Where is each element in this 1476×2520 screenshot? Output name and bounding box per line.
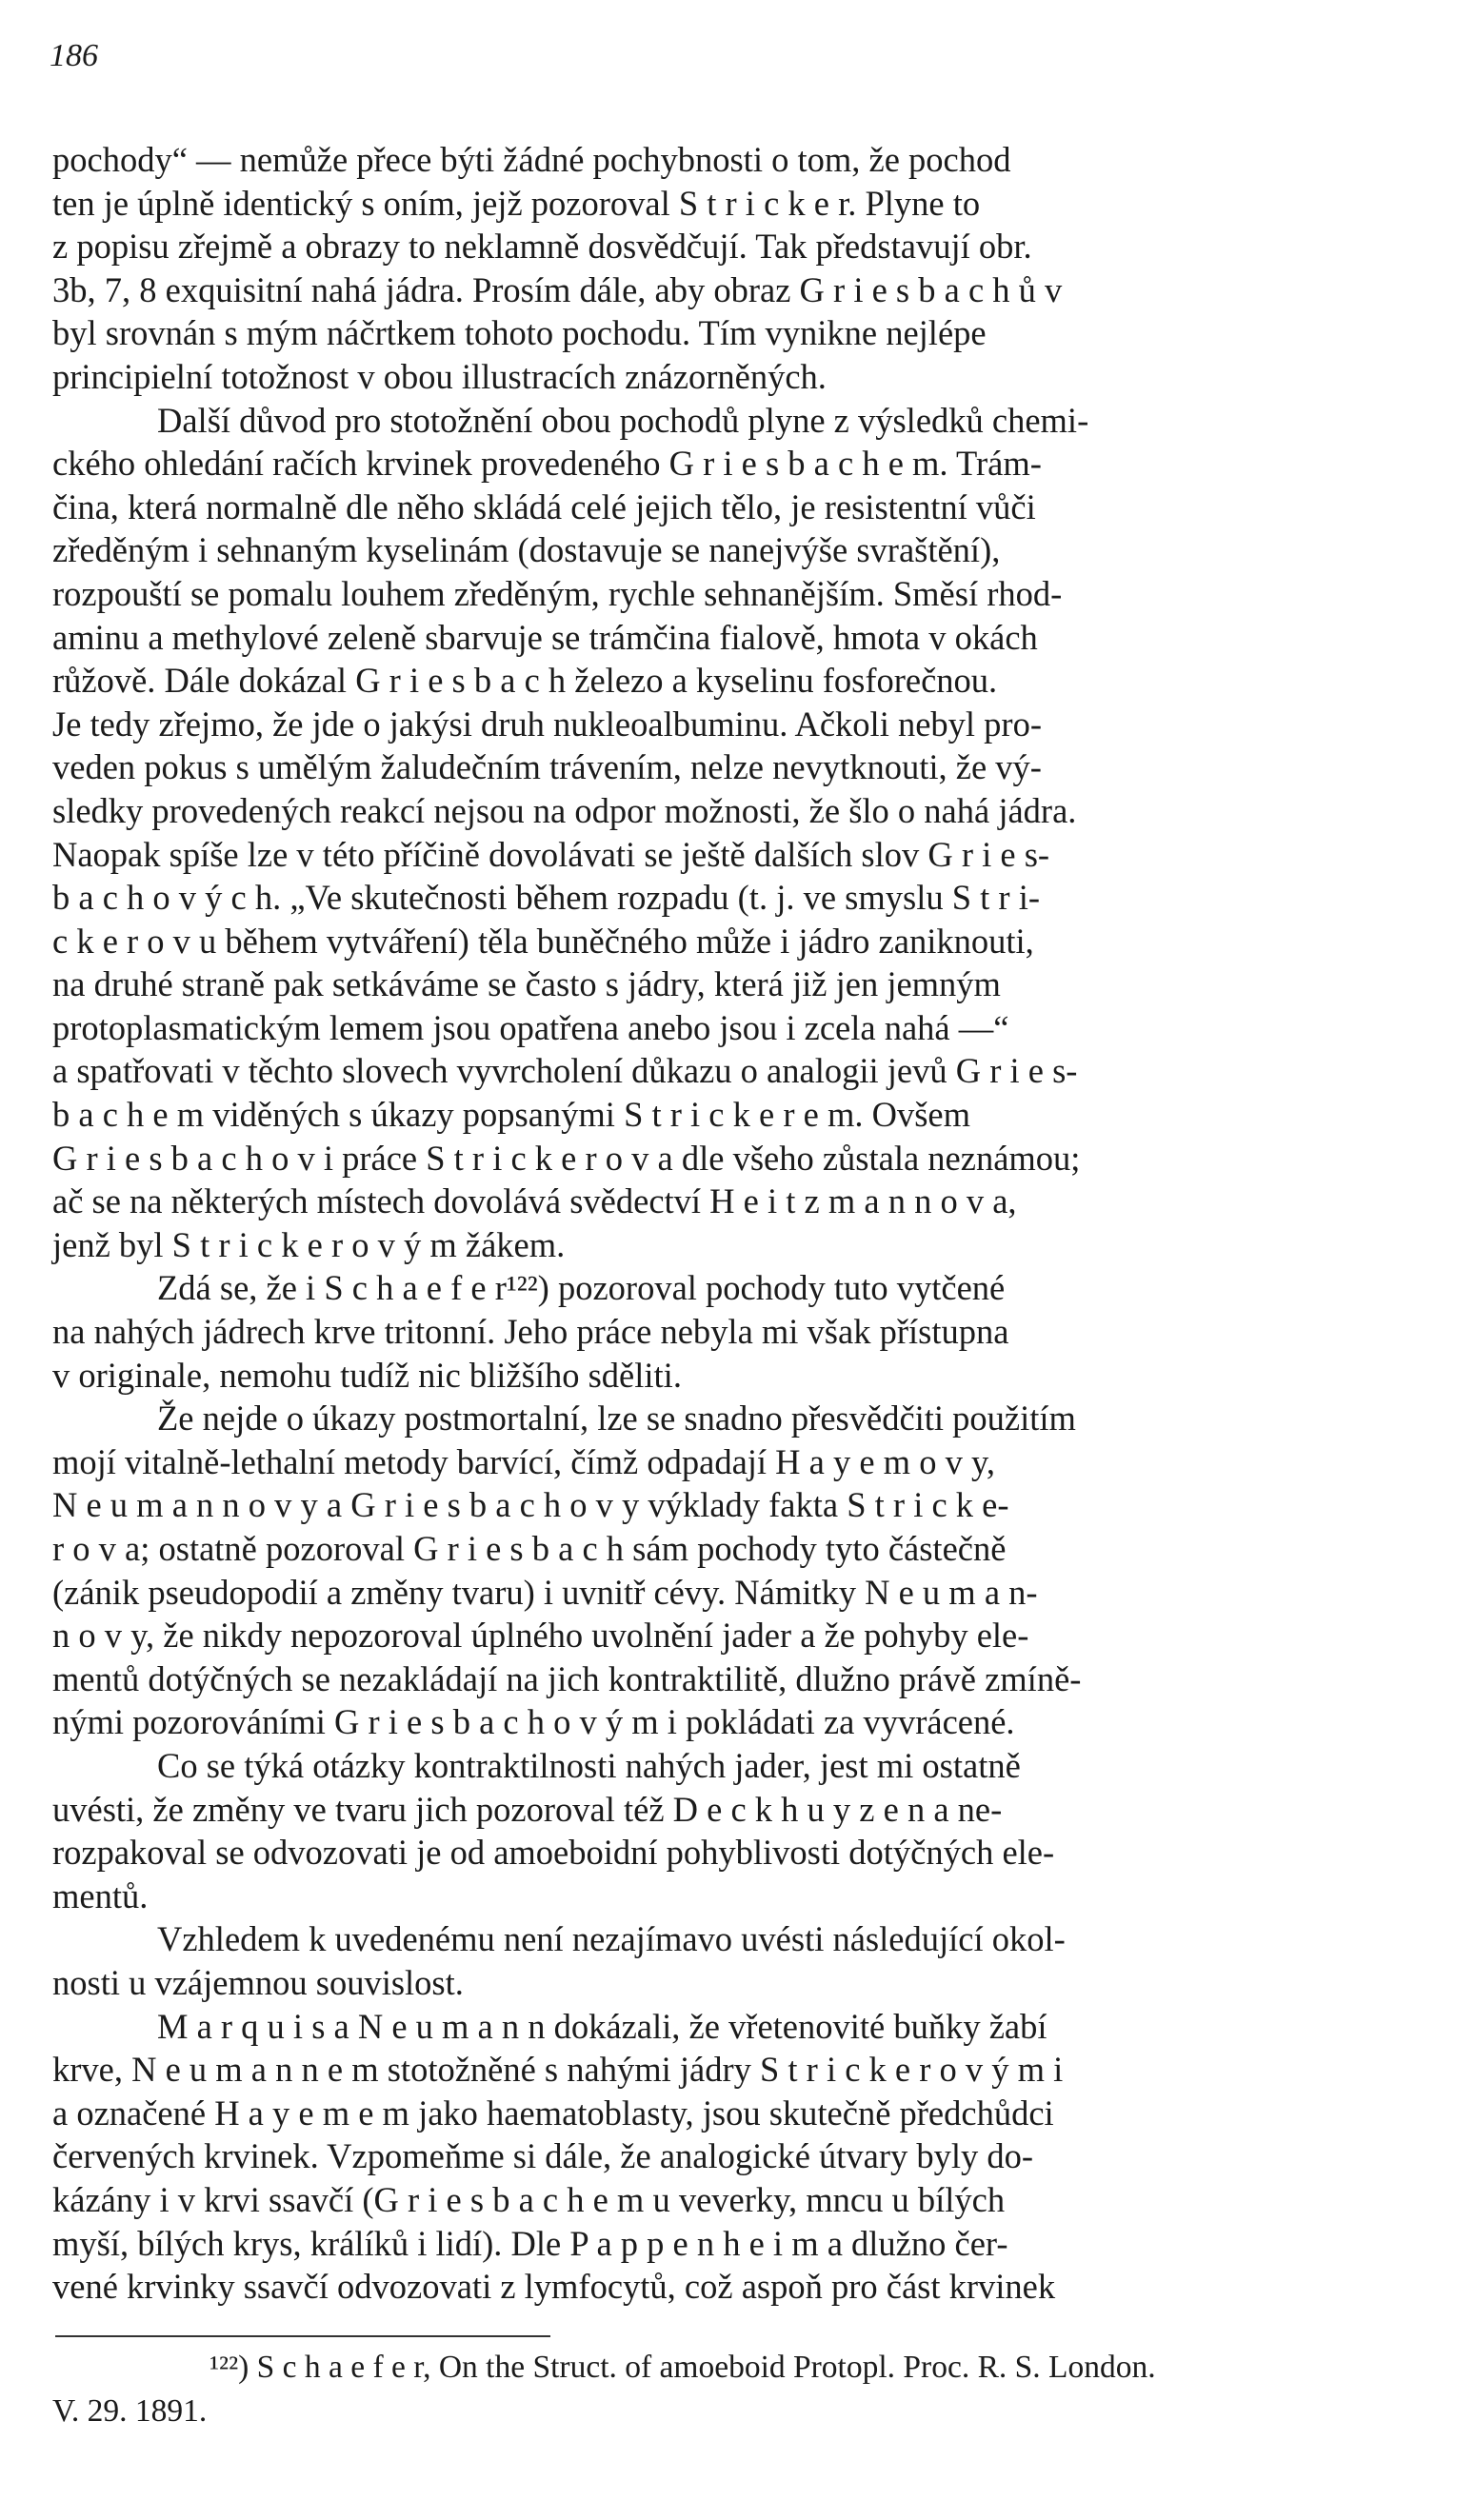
- text-line: mentů dotýčných se nezakládají na jich kontraktilitě, dlužno právě zmíně-: [52, 1658, 1082, 1698]
- text-line: G r i e s b a c h o v i práce S t r i c k e r o v a dle všeho zůstala neznámou;: [52, 1138, 1081, 1178]
- text-line: na nahých jádrech krve tritonní. Jeho práce nebyla mi však přístupna: [52, 1312, 1009, 1352]
- text-line: b a c h e m viděných s úkazy popsanými S t r i c k e r e m. Ovšem: [52, 1095, 970, 1135]
- text-line: pochody“ — nemůže přece býti žádné pochybnosti o tom, že pochod: [52, 140, 1011, 179]
- text-line: b a c h o v ý c h. „Ve skutečnosti během rozpadu (t. j. ve smyslu S t r i-: [52, 878, 1040, 918]
- text-line: z popisu zřejmě a obrazy to neklamně dosvědčují. Tak představují obr.: [52, 227, 1032, 267]
- text-line: aminu a methylové zeleně sbarvuje se trámčina fialově, hmota v okách: [52, 617, 1038, 657]
- text-line: rozpakoval se odvozovati je od amoeboidní pohyblivosti dotýčných ele-: [52, 1833, 1055, 1873]
- text-line: Co se týká otázky kontraktilnosti nahých jader, jest mi ostatně: [157, 1745, 1021, 1785]
- text-line: a spatřovati v těchto slovech vyvrcholení důkazu o analogii jevů G r i e s-: [52, 1051, 1078, 1091]
- text-line: růžově. Dále dokázal G r i e s b a c h železo a kyselinu fosforečnou.: [52, 661, 998, 701]
- page-number: 186: [50, 38, 98, 73]
- text-line: Že nejde o úkazy postmortalní, lze se snadno přesvědčiti použitím: [157, 1399, 1076, 1439]
- text-line: protoplasmatickým lemem jsou opatřena anebo jsou i zcela nahá —“: [52, 1007, 1009, 1047]
- text-line: rozpouští se pomalu louhem zředěným, rychle sehnanějším. Směsí rhod-: [52, 573, 1063, 613]
- text-line: ač se na některých místech dovolává svědectví H e i t z m a n n o v a,: [52, 1181, 1017, 1221]
- text-line: červených krvinek. Vzpomeňme si dále, že analogické útvary byly do-: [52, 2136, 1034, 2176]
- text-line: jenž byl S t r i c k e r o v ý m žákem.: [52, 1224, 566, 1264]
- footnote-divider: [55, 2335, 550, 2337]
- text-line: Zdá se, že i S c h a e f e r¹²²) pozoroval pochody tuto vytčené: [157, 1268, 1006, 1308]
- text-line: byl srovnán s mým náčrtkem tohoto pochodu. Tím vynikne nejlépe: [52, 313, 987, 353]
- text-line: vené krvinky ssavčí odvozovati z lymfocytů, což aspoň pro část krvinek: [52, 2267, 1056, 2307]
- text-line: na druhé straně pak setkáváme se často s jádry, která již jen jemným: [52, 964, 1001, 1004]
- text-line: Další důvod pro stotožnění obou pochodů plyne z výsledků chemi-: [157, 400, 1089, 440]
- text-line: veden pokus s umělým žaludečním trávením, nelze nevytknouti, že vý-: [52, 747, 1042, 787]
- text-line: krve, N e u m a n n e m stotožněné s nahými jádry S t r i c k e r o v ý m i: [52, 2050, 1064, 2090]
- text-line: r o v a; ostatně pozoroval G r i e s b a c h sám pochody tyto částečně: [52, 1529, 1007, 1568]
- footnote-line: V. 29. 1891.: [52, 2393, 208, 2429]
- text-line: sledky provedených reakcí nejsou na odpor možnosti, že šlo o nahá jádra.: [52, 790, 1077, 830]
- text-line: mentů.: [52, 1875, 149, 1915]
- text-line: myší, bílých krys, králíků i lidí). Dle P a p p e n h e i m a dlužno čer-: [52, 2223, 1008, 2263]
- footnote: [52, 2346, 1424, 2433]
- body-text: [52, 138, 1424, 2309]
- text-line: M a r q u i s a N e u m a n n dokázali, že vřetenovité buňky žabí: [157, 2006, 1047, 2046]
- text-line: kázány i v krvi ssavčí (G r i e s b a c h e m u veverky, mncu u bílých: [52, 2179, 1006, 2219]
- text-line: ten je úplně identický s oním, jejž pozoroval S t r i c k e r. Plyne to: [52, 183, 981, 223]
- text-line: (zánik pseudopodií a změny tvaru) i uvnitř cévy. Námitky N e u m a n-: [52, 1572, 1038, 1612]
- text-line: 3b, 7, 8 exquisitní nahá jádra. Prosím dále, aby obraz G r i e s b a c h ů v: [52, 269, 1063, 309]
- text-line: a označené H a y e m e m jako haematoblasty, jsou skutečně předchůdci: [52, 2093, 1054, 2133]
- text-line: nosti u vzájemnou souvislost.: [52, 1962, 464, 2002]
- text-line: zředěným i sehnaným kyselinám (dostavuje se nanejvýše svraštění),: [52, 530, 1001, 570]
- text-line: Je tedy zřejmo, že jde o jakýsi druh nukleoalbuminu. Ačkoli nebyl pro-: [52, 704, 1042, 744]
- text-line: Vzhledem k uvedenému není nezajímavo uvésti následující okol-: [157, 1919, 1066, 1959]
- text-line: nými pozorováními G r i e s b a c h o v ý m i pokládati za vyvrácené.: [52, 1702, 1015, 1742]
- text-line: čina, která normalně dle něho skládá celé jejich tělo, je resistentní vůči: [52, 486, 1036, 526]
- text-line: c k e r o v u během vytváření) těla buněčného může i jádro zaniknouti,: [52, 921, 1034, 961]
- text-line: Naopak spíše lze v této příčině dovolávati se ještě dalších slov G r i e s-: [52, 834, 1050, 874]
- text-line: N e u m a n n o v y a G r i e s b a c h o v y výklady fakta S t r i c k e-: [52, 1485, 1009, 1525]
- text-line: mojí vitalně-lethalní metody barvící, čímž odpadají H a y e m o v y,: [52, 1441, 995, 1481]
- footnote-line: ¹²²) S c h a e f e r, On the Struct. of amoeboid Protopl. Proc. R. S. London.: [209, 2350, 1156, 2385]
- text-line: v originale, nemohu tudíž nic bližšího sděliti.: [52, 1355, 682, 1395]
- text-line: n o v y, že nikdy nepozoroval úplného uvolnění jader a že pohyby ele-: [52, 1616, 1029, 1656]
- text-line: principielní totožnost v obou illustracích znázorněných.: [52, 356, 827, 396]
- text-line: uvésti, že změny ve tvaru jich pozoroval též D e c k h u y z e n a ne-: [52, 1789, 1003, 1829]
- text-line: ckého ohledání račích krvinek provedeného G r i e s b a c h e m. Trám-: [52, 444, 1042, 484]
